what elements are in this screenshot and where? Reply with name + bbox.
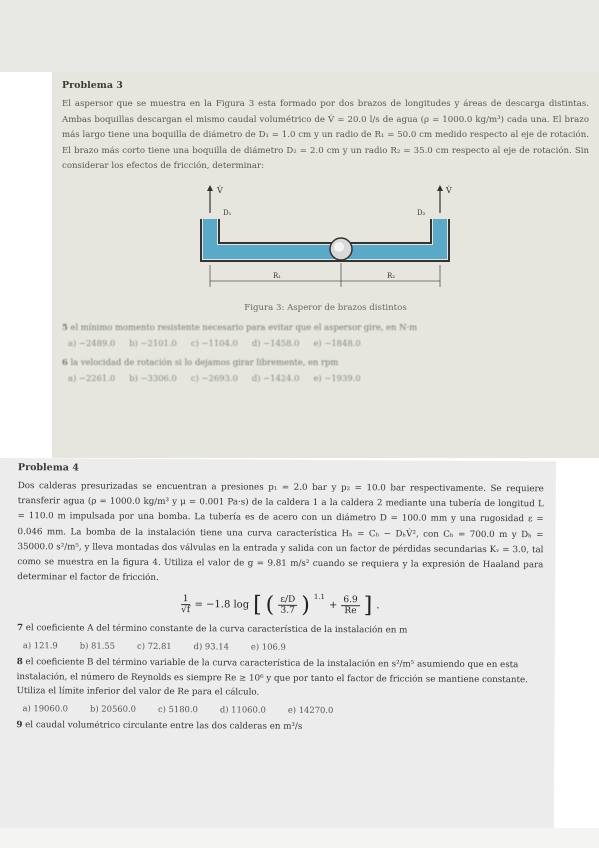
q6-option-b: b) −3306.0 [129, 372, 177, 383]
problem-3-statement: El aspersor que se muestra en la Figura 3 esta formado por dos brazos de longitudes y áreas de descarga distintas. Ambas boquillas descargan el mismo caudal volumétrico de V̇ = 20.0 l/s de agua (ρ = 1000.0 kg/m³) cada una. El brazo más largo tiene una boquilla de diámetro de D₁ = 1.0 cm y un radio de R₁ = 50.0 cm medido respecto al eje de rotación. El brazo más corto tiene una boquilla de diámetro D₂ = 2.0 cm y un radio R₂ = 35.0 cm respecto al eje de rotación. Sin considerar los efectos de fricción, determinar: [62, 99, 589, 171]
formula-term-a [278, 595, 297, 616]
right-flow-arrow-head [437, 185, 443, 191]
q6-option-e: e) −1939.0 [313, 372, 361, 383]
question-5-number: 5 [62, 321, 68, 332]
label-v-right: V̇ [445, 185, 452, 195]
q5-option-a: a) −2489.0 [68, 337, 116, 348]
problem-3-sheet [52, 72, 599, 458]
q7-option-b: b) 81.55 [79, 640, 116, 651]
sprinkler-diagram [191, 181, 461, 299]
formula-bracket-open: [ [253, 592, 262, 619]
formula-lhs-denominator: √f [181, 605, 191, 616]
q8-option-b: b) 20560.0 [90, 703, 137, 714]
question-8-text: el coeficiente B del término variable de la curva característica de la instalación en s²/m⁵ asumiendo que en esta instalación, el número de Reynolds es siempre Re ≥ 10⁶ y que por tanto el factor de fricción se mantiene constante. Utiliza el límite inferior del valor de Re para el cálculo. [16, 657, 528, 698]
problem-4-sheet [0, 458, 556, 831]
question-6-text: la velocidad de rotación si lo dejamos girar libremente, en rpm [70, 356, 339, 367]
question-5 [62, 320, 589, 334]
label-v-left: V̇ [216, 185, 223, 195]
q7-option-c: c) 72.81 [137, 640, 172, 652]
problem-4-statement: Dos calderas presurizadas se encuentran a presiones p₁ = 2.0 bar y p₂ = 10.0 bar respectivamente. Se requiere transferir agua (ρ = 1000.0 kg/m³ y μ = 0.001 Pa·s) de la caldera 1 a la caldera 2 mediante una tubería de longitud L = 110.0 m impulsada por una bomba. La tubería es de acero con un diámetro D = 100.0 mm y una rugosidad ε = 0.046 mm. La bomba de la instalación tiene una curva característica Hₕ = Cₕ − DₕV̇², con Cₕ = 700.0 m y Dₕ = 35000.0 s²/m⁵, y lleva montadas dos válvulas en la entrada y salida con un factor de pérdidas secundarias Kᵥ = 3.0, tal como se muestra en la figura 4. Utiliza el valor de g = 9.81 m/s² cuando se requiera y la expresión de Haaland para determinar el factor de fricción. [17, 481, 544, 584]
question-6-number: 6 [62, 356, 68, 367]
left-flow-arrow-head [207, 185, 213, 191]
question-8 [17, 655, 543, 702]
formula-b-numerator: 6.9 [341, 596, 359, 607]
question-7 [17, 622, 543, 640]
photo-background-bottom [0, 828, 599, 848]
q6-option-c: c) −2693.0 [190, 372, 238, 383]
question-7-number: 7 [16, 623, 24, 634]
q7-option-a: a) 121.9 [22, 640, 58, 651]
sprinkler-figure [191, 181, 461, 299]
question-7-options [17, 640, 543, 653]
q5-option-c: c) −1104.0 [190, 337, 238, 348]
formula-b-denominator: Re [344, 606, 357, 617]
question-5-text: el mínimo momento resistente necesario para evitar que el aspersor gire, en N·m [70, 321, 418, 332]
question-9 [16, 718, 542, 736]
label-r2: R₂ [386, 271, 395, 280]
problem-3-heading: Problema 3 [62, 80, 123, 91]
haaland-formula [17, 592, 543, 620]
figure-3-caption: Figura 3: Asperor de brazos distintos [244, 302, 407, 313]
photo-background-top [0, 0, 599, 72]
q8-option-e: e) 14270.0 [287, 704, 334, 715]
question-6 [62, 355, 589, 369]
formula-paren-close: ) [301, 593, 310, 619]
label-d1: D₁ [222, 208, 231, 217]
q6-option-a: a) −2261.0 [68, 372, 116, 383]
q8-option-d: d) 11060.0 [219, 704, 266, 715]
formula-period: . [376, 600, 380, 612]
label-d2: D₂ [416, 208, 425, 217]
hub-highlight [334, 242, 344, 252]
formula-a-numerator: ε/D [278, 595, 297, 606]
q6-option-d: d) −1424.0 [251, 372, 300, 383]
q7-option-e: e) 106.9 [250, 641, 286, 652]
label-r1: R₁ [272, 271, 281, 280]
formula-plus: + [328, 600, 338, 612]
q7-option-d: d) 93.14 [193, 641, 229, 652]
formula-middle: = −1.8 log [194, 599, 250, 611]
formula-bracket-close: ] [363, 593, 373, 619]
question-8-number: 8 [16, 657, 23, 668]
formula-exponent: 1.1 [313, 593, 326, 602]
formula-lhs [181, 595, 191, 616]
formula-term-b [341, 596, 359, 617]
question-6-options [62, 373, 589, 383]
q8-option-c: c) 5180.0 [157, 703, 198, 715]
question-5-options [62, 338, 589, 348]
question-9-number: 9 [16, 719, 23, 730]
problem-4-heading: Problema 4 [17, 462, 79, 474]
formula-paren-open: ( [265, 593, 275, 619]
question-7-text: el coeficiente A del término constante de la curva característica de la instalación en m [25, 623, 408, 636]
q5-option-b: b) −2101.0 [129, 337, 177, 348]
formula-a-denominator: 3.7 [280, 606, 295, 617]
question-9-text: el caudal volumétrico circulante entre las dos calderas en m³/s [25, 719, 303, 732]
q5-option-d: d) −1458.0 [251, 337, 300, 348]
q5-option-e: e) −1848.0 [313, 337, 361, 348]
formula-lhs-numerator: 1 [181, 595, 191, 606]
question-8-options [16, 703, 542, 716]
pipe-inner-wall [219, 219, 431, 243]
q8-option-a: a) 19060.0 [22, 702, 69, 714]
pipe-water [203, 245, 447, 259]
